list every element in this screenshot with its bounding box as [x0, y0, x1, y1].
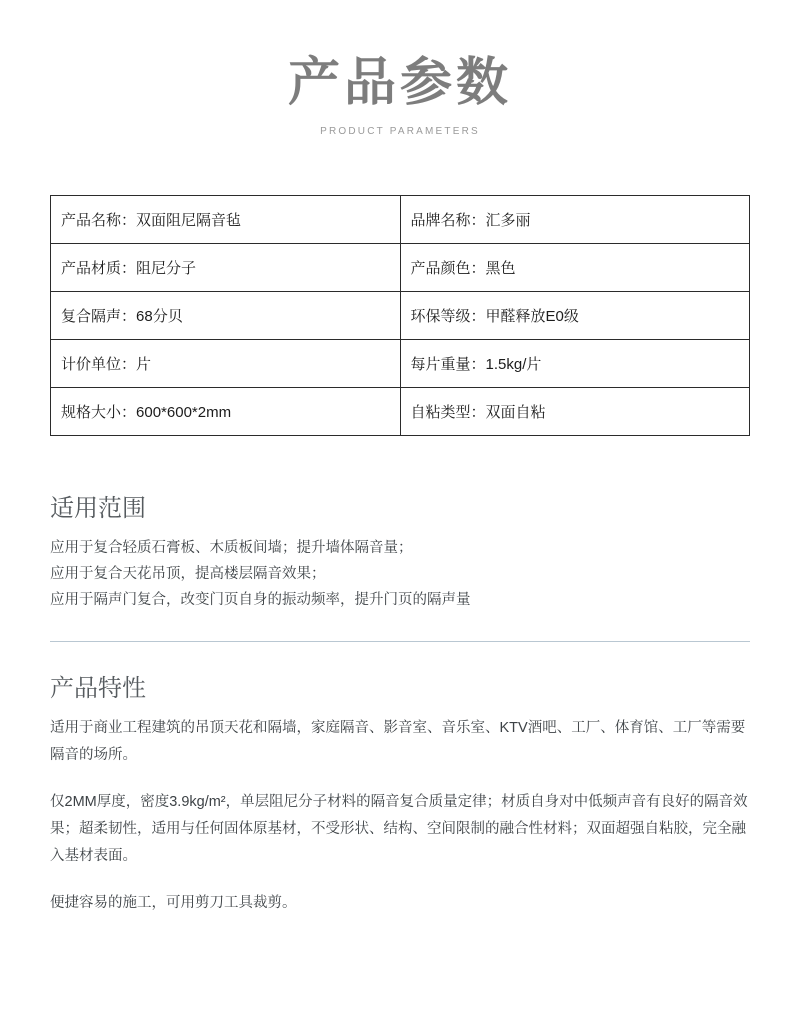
spec-cell-right	[400, 195, 750, 243]
scope-line: 应用于复合轻质石膏板、木质板间墙；提升墙体隔音量；	[50, 539, 413, 556]
spec-cell-left	[51, 291, 401, 339]
spec-label: 复合隔声：	[61, 307, 137, 325]
feature-paragraph: 仅2MM厚度，密度3.9kg/m²，单层阻尼分子材料的隔音复合质量定律；材质自身对中低频声音有良好的隔音效果；超柔韧性，适用与任何固体原基材，不受形状、结构、空间限制的融合性材料；双面超强自粘胶，完全融入基材表面。	[50, 793, 748, 864]
spec-label: 品牌名称：	[410, 211, 486, 229]
scope-line: 应用于复合天花吊顶，提高楼层隔音效果；	[50, 565, 326, 582]
spec-value: 甲醛释放E0级	[485, 307, 579, 325]
spec-label: 环保等级：	[410, 307, 486, 325]
spec-label: 自粘类型：	[410, 403, 486, 421]
spec-label: 每片重量：	[410, 355, 486, 373]
spec-label: 产品材质：	[61, 259, 137, 277]
spec-value: 68分贝	[136, 307, 183, 325]
table-row	[51, 387, 750, 435]
feature-section	[50, 668, 750, 917]
spec-cell-right	[400, 243, 750, 291]
spec-value: 片	[136, 355, 152, 373]
scope-section-title: 适用范围	[50, 494, 146, 522]
spec-value: 600*600*2mm	[136, 403, 232, 421]
spec-value: 双面自粘	[485, 403, 546, 421]
spec-value: 阻尼分子	[136, 259, 197, 277]
page-title: 产品参数	[287, 54, 512, 112]
spec-cell-right	[400, 291, 750, 339]
spec-value: 汇多丽	[485, 211, 531, 229]
spec-cell-left	[51, 339, 401, 387]
table-row	[51, 195, 750, 243]
spec-value: 双面阻尼隔音毡	[136, 211, 242, 229]
table-row	[51, 243, 750, 291]
feature-paragraph: 适用于商业工程建筑的吊顶天花和隔墙，家庭隔音、影音室、音乐室、KTV酒吧、工厂、体育馆、工厂等需要隔音的场所。	[50, 719, 746, 763]
feature-section-title: 产品特性	[50, 674, 146, 702]
spec-cell-left	[51, 387, 401, 435]
spec-cell-right	[400, 339, 750, 387]
spec-label: 计价单位：	[61, 355, 137, 373]
feature-paragraph: 便捷容易的施工，可用剪刀工具裁剪。	[50, 894, 297, 911]
table-row	[51, 291, 750, 339]
spec-table	[50, 195, 750, 436]
page-header	[0, 0, 800, 137]
spec-value: 黑色	[485, 259, 516, 277]
table-row	[51, 339, 750, 387]
spec-cell-right	[400, 387, 750, 435]
spec-cell-left	[51, 243, 401, 291]
page-subtitle: PRODUCT PARAMETERS	[320, 125, 480, 137]
spec-label: 产品名称：	[61, 211, 137, 229]
scope-section	[50, 488, 750, 613]
spec-value: 1.5kg/片	[485, 355, 542, 373]
spec-table-container	[50, 195, 750, 436]
spec-label: 产品颜色：	[410, 259, 486, 277]
bottom-spacer	[0, 917, 800, 987]
section-divider	[50, 641, 750, 642]
spec-cell-left	[51, 195, 401, 243]
scope-line: 应用于隔声门复合，改变门页自身的振动频率，提升门页的隔声量	[50, 591, 471, 608]
spec-label: 规格大小：	[61, 403, 137, 421]
